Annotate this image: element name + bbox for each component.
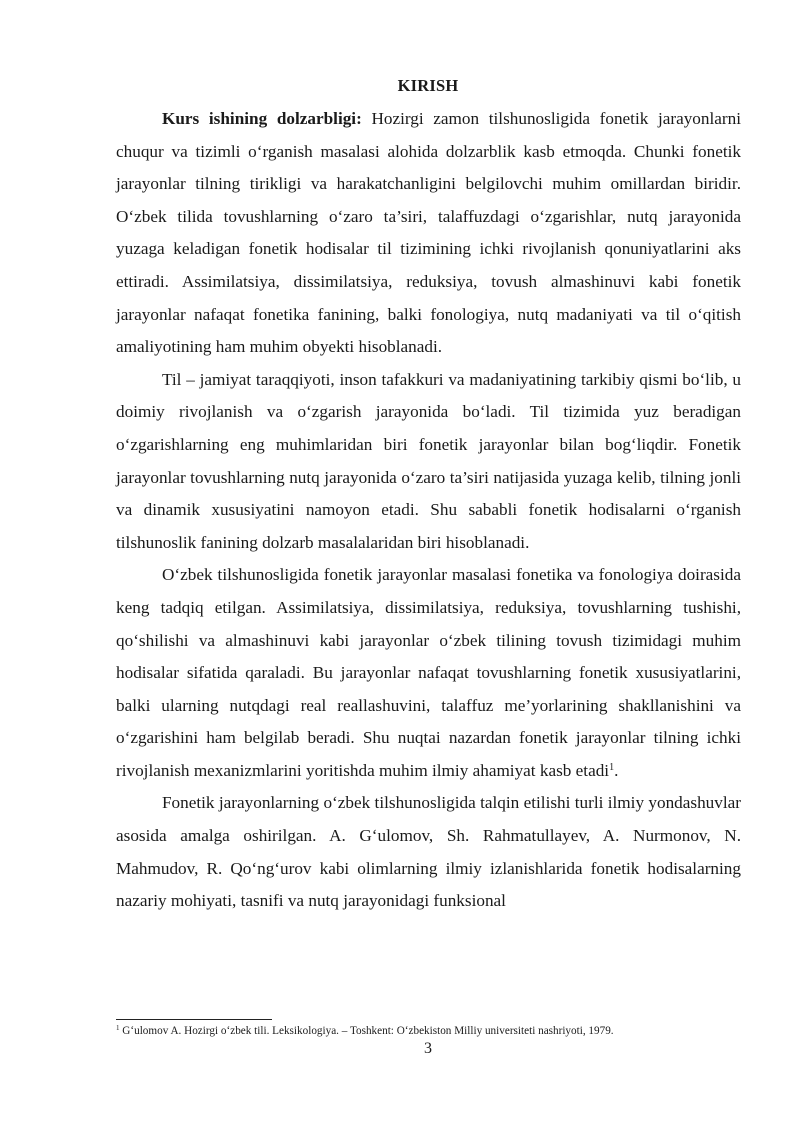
- paragraph-2: Til – jamiyat taraqqiyoti, inson tafakkuri va madaniyatining tarkibiy qismi bo‘lib, u doimiy rivojlanish va o‘zgarish jarayonida bo‘ladi. Til tizimida yuz beradigan o‘zgarishlarning eng muhimlaridan biri fonetik jarayonlar bilan bog‘liqdir. Fonetik jarayonlar tovushlarning nutq jarayonida o‘zaro ta’siri natijasida yuzaga kelib, tilning jonli va dinamik xususiyatini namoyon etadi. Shu sababli fonetik hodisalarni o‘rganish tilshunoslik fanining dolzarb masalalaridan biri hisoblanadi.: [116, 369, 741, 552]
- paragraph-lead: Kurs ishining dolzarbligi:: [162, 109, 362, 128]
- footnote: [116, 1024, 756, 1038]
- footnote-reference: 1: [609, 761, 615, 773]
- body-text: [116, 103, 741, 918]
- footnote-marker: 1: [116, 1024, 120, 1032]
- section-title: KIRISH: [397, 76, 459, 95]
- footnote-separator: [116, 1019, 272, 1020]
- paragraph-3-text: O‘zbek tilshunosligida fonetik jarayonlar masalasi fonetika va fonologiya doirasida keng tadqiq etilgan. Assimilatsiya, dissimilatsiya, reduksiya, tovushlarning tushishi, qo‘shilishi va almashinuvi kabi jarayonlar o‘zbek tilining tovush tizimidagi muhim hodisalar sifatida qaraladi. Bu jarayonlar nafaqat tovushlarning fonetik xususiyatlarini, balki ularning nutqdagi real reallashuvini, talaffuz me’yorlarining shakllanishini va o‘zgarishini ham belgilab beradi. Shu nuqtai nazardan fonetik jarayonlar tilning ichki rivojlanish mexanizmlarini yoritishda muhim ilmiy ahamiyat kasb etadi: [116, 565, 741, 780]
- paragraph-1-text: Hozirgi zamon tilshunosligida fonetik jarayonlarni chuqur va tizimli o‘rganish masalasi alohida dolzarblik kasb etmoqda. Chunki fonetik jarayonlar tilning tirikligi va harakatchanligini belgilovchi muhim omillardan biridir. O‘zbek tilida tovushlarning o‘zaro ta’siri, talaffuzdagi o‘zgarishlar, nutq jarayonida yuzaga keladigan fonetik hodisalar til tizimining ichki rivojlanish qonuniyatlarini aks ettiradi. Assimilatsiya, dissimilatsiya, reduksiya, tovush almashinuvi kabi fonetik jarayonlar nafaqat fonetika fanining, balki fonologiya, nutq madaniyati va til o‘qitish amaliyotining ham muhim obyekti hisoblanadi.: [116, 109, 741, 357]
- paragraph-4: Fonetik jarayonlarning o‘zbek tilshunosligida talqin etilishi turli ilmiy yondashuvlar asosida amalga oshirilgan. A. G‘ulomov, Sh. Rahmatullayev, A. Nurmonov, N. Mahmudov, R. Qo‘ng‘urov kabi olimlarning ilmiy izlanishlarida fonetik hodisalarning nazariy mohiyati, tasnifi va nutq jarayonidagi funksional: [116, 793, 741, 911]
- page-number: 3: [424, 1040, 432, 1057]
- paragraph-3-end: .: [614, 760, 619, 780]
- paragraph-1: [116, 103, 741, 364]
- footnote-text: G‘ulomov A. Hozirgi o‘zbek tili. Leksikologiya. – Toshkent: O‘zbekiston Milliy universiteti nashriyoti, 1979.: [119, 1025, 614, 1037]
- paragraph-3: [116, 559, 741, 787]
